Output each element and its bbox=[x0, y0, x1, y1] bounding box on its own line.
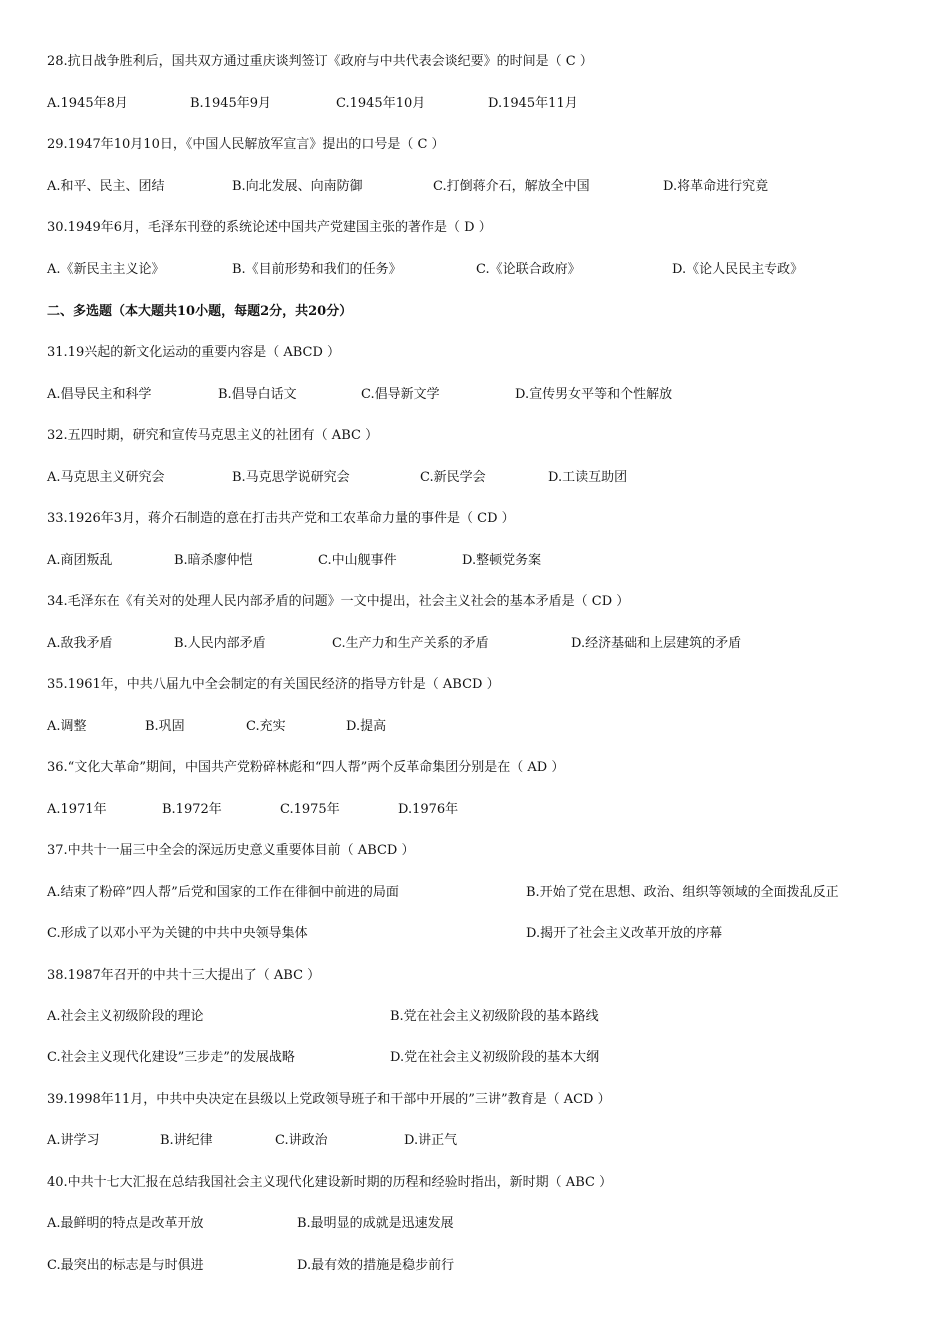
option: C.新民学会 bbox=[420, 470, 486, 485]
question-stem: 37.中共十一届三中全会的深远历史意义重要体目前（ ABCD ） bbox=[47, 843, 415, 858]
option: D.整顿党务案 bbox=[462, 553, 542, 568]
option: C.生产力和生产关系的矛盾 bbox=[332, 636, 489, 651]
option: B.开始了党在思想、政治、组织等领域的全面拨乱反正 bbox=[526, 885, 839, 900]
option: B.倡导白话文 bbox=[218, 387, 297, 402]
option: D.提高 bbox=[346, 719, 387, 734]
option: A.讲学习 bbox=[47, 1133, 100, 1148]
question-stem: 31.19兴起的新文化运动的重要内容是（ ABCD ） bbox=[47, 345, 341, 360]
option: C.最突出的标志是与时俱进 bbox=[47, 1258, 204, 1273]
option: D.将革命进行究竟 bbox=[663, 179, 769, 194]
option: A.《新民主主义论》 bbox=[47, 262, 165, 277]
question-stem: 39.1998年11月，中共中央决定在县级以上党政领导班子和干部中开展的”三讲”教育是（ ACD ） bbox=[47, 1092, 611, 1107]
option: A.倡导民主和科学 bbox=[47, 387, 152, 402]
option: B.1972年 bbox=[162, 802, 222, 817]
question-stem: 36.“文化大革命”期间，中国共产党粉碎林彪和“四人帮”两个反革命集团分别是在（ AD ） bbox=[47, 760, 565, 775]
option: B.巩固 bbox=[145, 719, 185, 734]
option: D.经济基础和上层建筑的矛盾 bbox=[571, 636, 742, 651]
question-stem: 30.1949年6月，毛泽东刊登的系统论述中国共产党建国主张的著作是（ D ） bbox=[47, 220, 492, 235]
option: C.倡导新文学 bbox=[361, 387, 440, 402]
option: B.马克思学说研究会 bbox=[232, 470, 350, 485]
option: B.暗杀廖仲恺 bbox=[174, 553, 253, 568]
option: D.工读互助团 bbox=[548, 470, 628, 485]
option: B.讲纪律 bbox=[160, 1133, 213, 1148]
option: B.最明显的成就是迅速发展 bbox=[297, 1216, 454, 1231]
option: A.商团叛乱 bbox=[47, 553, 113, 568]
option: A.1945年8月 bbox=[47, 96, 128, 111]
option: B.1945年9月 bbox=[190, 96, 272, 111]
option: A.调整 bbox=[47, 719, 87, 734]
option: C.讲政治 bbox=[275, 1133, 328, 1148]
option: A.马克思主义研究会 bbox=[47, 470, 165, 485]
option: D.1976年 bbox=[398, 802, 459, 817]
option: C.中山舰事件 bbox=[318, 553, 397, 568]
option: D.宣传男女平等和个性解放 bbox=[515, 387, 673, 402]
option: C.《论联合政府》 bbox=[476, 262, 581, 277]
option: A.结束了粉碎”四人帮”后党和国家的工作在徘徊中前进的局面 bbox=[47, 885, 399, 900]
question-stem: 40.中共十七大汇报在总结我国社会主义现代化建设新时期的历程和经验时指出，新时期（ ABC ） bbox=[47, 1175, 613, 1190]
question-stem: 29.1947年10月10日，《中国人民解放军宣言》提出的口号是（ C ） bbox=[47, 137, 445, 152]
option: C.1945年10月 bbox=[336, 96, 426, 111]
option: A.和平、民主、团结 bbox=[47, 179, 165, 194]
question-stem: 33.1926年3月，蒋介石制造的意在打击共产党和工农革命力量的事件是（ CD ） bbox=[47, 511, 515, 526]
question-stem: 28.抗日战争胜利后，国共双方通过重庆谈判签订《政府与中共代表会谈纪要》的时间是（ C ） bbox=[47, 54, 593, 69]
option: C.充实 bbox=[246, 719, 286, 734]
option: D.党在社会主义初级阶段的基本大纲 bbox=[390, 1050, 600, 1065]
question-stem: 38.1987年召开的中共十三大提出了（ ABC ） bbox=[47, 968, 321, 983]
section-heading: 二、多选题（本大题共10小题，每题2分，共20分） bbox=[47, 304, 353, 319]
option: A.最鲜明的特点是改革开放 bbox=[47, 1216, 204, 1231]
option: B.党在社会主义初级阶段的基本路线 bbox=[390, 1009, 599, 1024]
option: B.向北发展、向南防御 bbox=[232, 179, 363, 194]
question-stem: 32.五四时期，研究和宣传马克思主义的社团有（ ABC ） bbox=[47, 428, 379, 443]
option: D.揭开了社会主义改革开放的序幕 bbox=[526, 926, 723, 941]
option: C.社会主义现代化建设”三步走”的发展战略 bbox=[47, 1050, 295, 1065]
option: B.《目前形势和我们的任务》 bbox=[232, 262, 402, 277]
option: C.打倒蒋介石，解放全中国 bbox=[433, 179, 590, 194]
option: A.敌我矛盾 bbox=[47, 636, 113, 651]
option: D.《论人民民主专政》 bbox=[672, 262, 804, 277]
question-stem: 35.1961年，中共八届九中全会制定的有关国民经济的指导方针是（ ABCD ） bbox=[47, 677, 500, 692]
option: D.最有效的措施是稳步前行 bbox=[297, 1258, 455, 1273]
option: D.1945年11月 bbox=[488, 96, 578, 111]
option: A.1971年 bbox=[47, 802, 107, 817]
option: D.讲正气 bbox=[404, 1133, 458, 1148]
option: C.形成了以邓小平为关键的中共中央领导集体 bbox=[47, 926, 308, 941]
option: B.人民内部矛盾 bbox=[174, 636, 266, 651]
option: A.社会主义初级阶段的理论 bbox=[47, 1009, 204, 1024]
option: C.1975年 bbox=[280, 802, 340, 817]
question-stem: 34.毛泽东在《有关对的处理人民内部矛盾的问题》一文中提出，社会主义社会的基本矛盾是（ CD ） bbox=[47, 594, 630, 609]
